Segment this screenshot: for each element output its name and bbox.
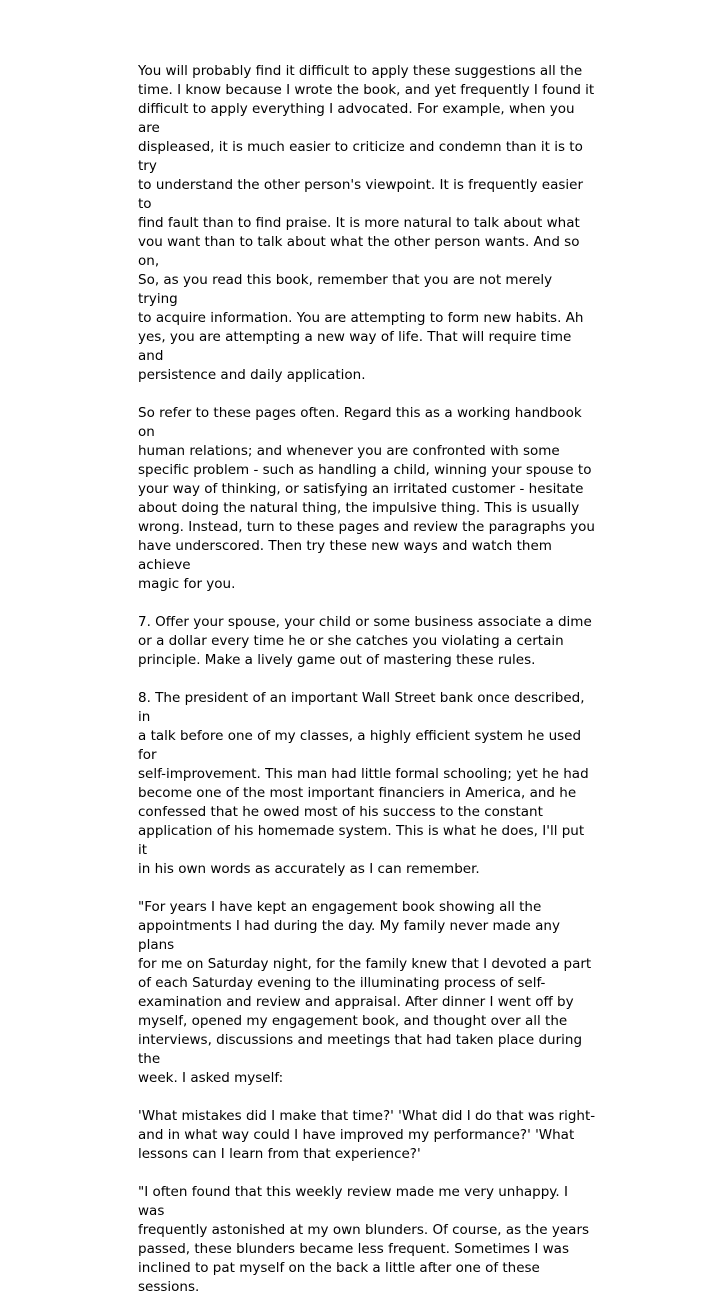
paragraph: 'What mistakes did I make that time?' 'What did I do that was right- and in what way could I have improved my performance?' 'What lessons can I learn from that experience?' [138, 1108, 596, 1162]
document-page [138, 62, 596, 1316]
paragraph: "I often found that this weekly review made me very unhappy. I was frequently astonished at my own blunders. Of course, as the years passed, these blunders became less frequent. Sometimes I was inclined to pat myself on the back a little after one of these sessions. [138, 1184, 590, 1295]
paragraph: You will probably find it difficult to apply these suggestions all the time. I know because I wrote the book, and yet frequently I found it difficult to apply everything I advocated. For example, when you are displeased, it is much easier to criticize and condemn than it is to try to understand the other person's viewpoint. It is frequently easier to find fault than to find praise. It is more natural to talk about what vou want than to talk about what the other person wants. And so on, So, as you read this book, remember that you are not merely trying to acquire information. You are attempting to form new habits. Ah yes, you are attempting a new way of life. That will require time and persistence and daily application. [138, 63, 595, 383]
paragraph: So refer to these pages often. Regard this as a working handbook on human relations; and whenever you are confronted with some specific problem - such as handling a child, winning your spouse to your way of thinking, or satisfying an irritated customer - hesitate about doing the natural thing, the impulsive thing. This is usually wrong. Instead, turn to these pages and review the paragraphs you have underscored. Then try these new ways and watch them achieve magic for you. [138, 405, 595, 592]
paragraph: 7. Offer your spouse, your child or some business associate a dime or a dollar every time he or she catches you violating a certain principle. Make a lively game out of mastering these rules. [138, 614, 592, 668]
paragraph: 8. The president of an important Wall Street bank once described, in a talk before one of my classes, a highly efficient system he used for self-improvement. This man had little formal schooling; yet he had become one of the most important financiers in America, and he confessed that he owed most of his success to the constant application of his homemade system. This is what he does, I'll put it in his own words as accurately as I can remember. [138, 690, 589, 877]
paragraph: "For years I have kept an engagement book showing all the appointments I had during the day. My family never made any plans for me on Saturday night, for the family knew that I devoted a part of each Saturday evening to the illuminating process of self- examination and review and appraisal. After dinner I went off by myself, opened my engagement book, and thought over all the interviews, discussions and meetings that had taken place during the week. I asked myself: [138, 899, 592, 1086]
